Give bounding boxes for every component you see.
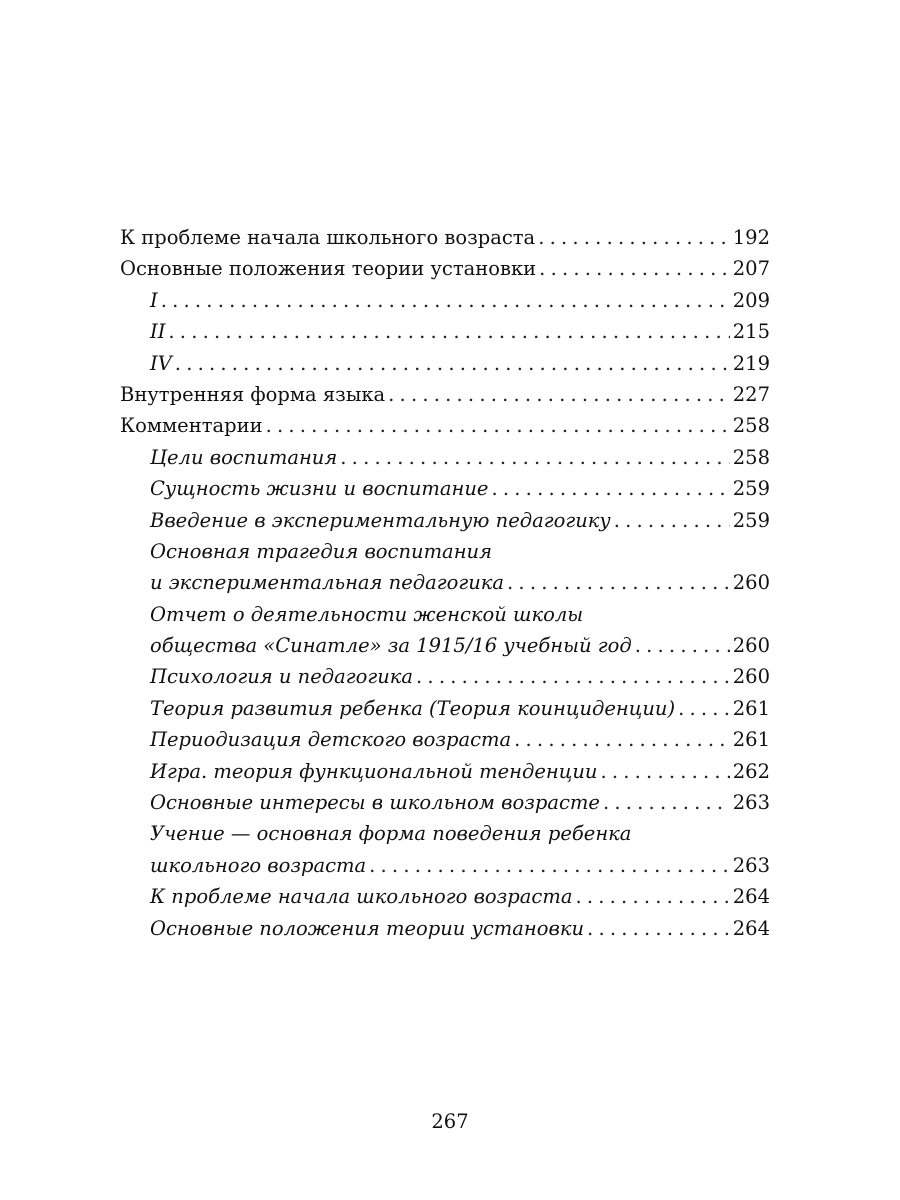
toc-entry	[120, 787, 770, 818]
toc-entry	[120, 567, 770, 598]
page-number: 267	[431, 1110, 469, 1133]
toc-entry-page: 261	[732, 696, 770, 720]
toc-entry-page: 259	[732, 477, 770, 501]
toc-entry-page: 260	[732, 634, 770, 658]
dot-leader	[603, 787, 730, 818]
toc-entry-title: Цели воспитания	[150, 445, 338, 469]
toc-entry	[120, 379, 770, 410]
dot-leader	[491, 473, 729, 504]
toc-entry-continued	[120, 818, 770, 849]
dot-leader	[175, 348, 730, 379]
toc-entry-continued	[120, 536, 770, 567]
toc-entry-title: Основные интересы в школьном возрасте	[150, 791, 600, 815]
toc-entry-page: 259	[732, 508, 770, 532]
toc-entry-title: К проблеме начала школьного возраста	[150, 885, 573, 909]
toc-entry-title: II	[150, 320, 166, 344]
toc-entry	[120, 285, 770, 316]
toc-entry-title: Основная трагедия воспитания	[150, 539, 493, 563]
toc-entry-page: 227	[732, 382, 770, 406]
toc-entry	[120, 222, 770, 253]
toc-entry	[120, 850, 770, 881]
toc-entry	[120, 505, 770, 536]
toc-entry-title: Психология и педагогика	[150, 665, 414, 689]
toc-entry-page: 260	[732, 571, 770, 595]
toc-entry-title: Отчет о деятельности женской школы	[150, 602, 584, 626]
dot-leader	[388, 379, 730, 410]
toc-entry-title: общества «Синатле» за 1915/16 учебный год	[150, 634, 632, 658]
toc-entry-page: 263	[732, 791, 770, 815]
toc-entry-page: 215	[732, 320, 770, 344]
toc-entry	[120, 881, 770, 912]
toc-entry	[120, 348, 770, 379]
dot-leader	[575, 881, 729, 912]
toc-entry-page: 258	[732, 414, 770, 438]
dot-leader	[587, 913, 730, 944]
toc-entry	[120, 630, 770, 661]
toc-entry-title: школьного возраста	[150, 853, 367, 877]
toc-entry-page: 262	[732, 759, 770, 783]
dot-leader	[340, 442, 729, 473]
toc-entry-page: 209	[732, 288, 770, 312]
toc-entry	[120, 316, 770, 347]
dot-leader	[369, 850, 730, 881]
toc-entry-title: Периодизация детского возраста	[150, 728, 512, 752]
toc-entry	[120, 410, 770, 441]
toc-entry-title: Игра. теория функциональной тенденции	[150, 759, 598, 783]
toc-entry-page: 207	[732, 257, 770, 281]
toc-entry-page: 264	[732, 916, 770, 940]
dot-leader	[614, 505, 730, 536]
toc-entry	[120, 442, 770, 473]
toc-entry-page: 260	[732, 665, 770, 689]
toc-entry-page: 258	[732, 445, 770, 469]
toc-entry	[120, 756, 770, 787]
dot-leader	[600, 756, 729, 787]
toc-entry-title: IV	[150, 351, 172, 375]
toc-entry-title: К проблеме начала школьного возраста	[120, 226, 536, 249]
toc-entry	[120, 693, 770, 724]
dot-leader	[168, 316, 729, 347]
dot-leader	[538, 222, 730, 253]
dot-leader	[266, 410, 730, 441]
toc-entry-title: Основные положения теории установки	[120, 257, 537, 281]
toc-entry-title: Учение — основная форма поведения ребенка	[150, 822, 632, 846]
dot-leader	[161, 285, 730, 316]
toc-entry	[120, 913, 770, 944]
dot-leader	[539, 253, 730, 284]
dot-leader	[507, 567, 730, 598]
toc-entry-title: Теория развития ребенка (Теория коинциденции)	[150, 696, 676, 720]
toc-entry-page: 219	[732, 351, 770, 375]
toc-entry-title: и экспериментальная педагогика	[150, 571, 505, 595]
toc-entry-page: 264	[732, 885, 770, 909]
dot-leader	[635, 630, 730, 661]
toc-entry-page: 261	[732, 728, 770, 752]
dot-leader	[514, 724, 730, 755]
toc-entry-title: Основные положения теории установки	[150, 916, 585, 940]
toc-entry-title: I	[150, 288, 158, 312]
toc-entry	[120, 473, 770, 504]
toc-entry-title: Введение в экспериментальную педагогику	[150, 508, 611, 532]
toc-entry-continued	[120, 599, 770, 630]
toc-entry-title: Комментарии	[120, 414, 263, 438]
toc-entry	[120, 724, 770, 755]
dot-leader	[416, 661, 730, 692]
toc-entry	[120, 661, 770, 692]
toc-entry-title: Внутренняя форма языка	[120, 382, 386, 406]
toc-entry-page: 263	[732, 853, 770, 877]
toc-entry-title: Сущность жизни и воспитание	[150, 477, 489, 501]
toc-entry	[120, 253, 770, 284]
table-of-contents	[120, 222, 770, 944]
dot-leader	[678, 693, 730, 724]
toc-entry-page: 192	[732, 226, 770, 249]
